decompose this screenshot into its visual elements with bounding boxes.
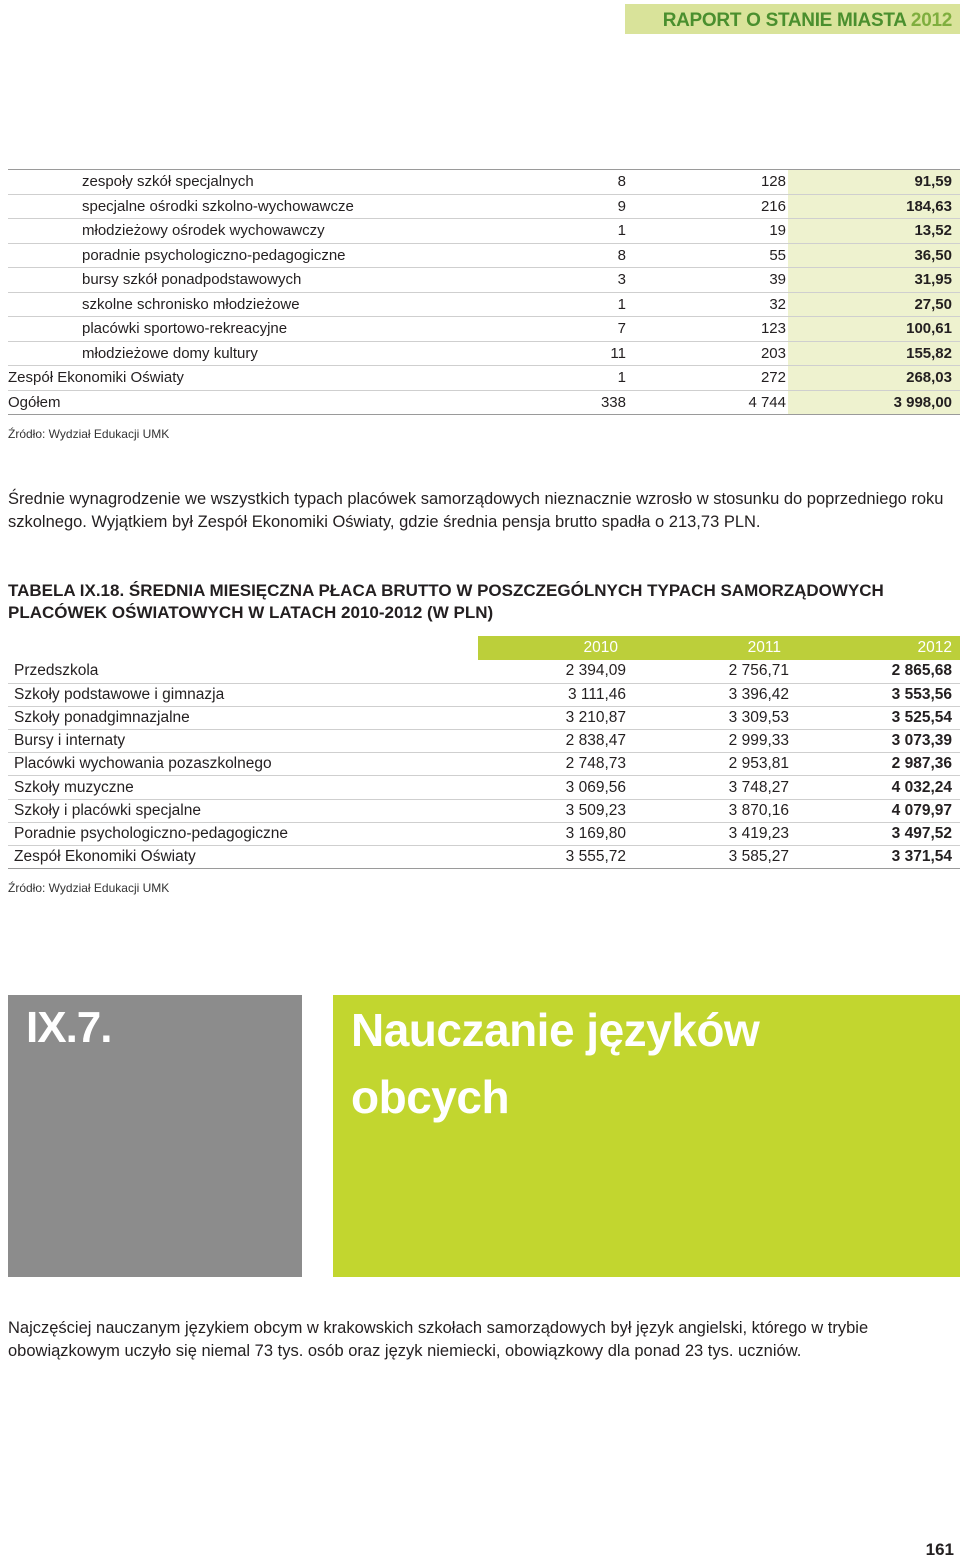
salary-2011: 3 396,42	[626, 683, 789, 706]
row-name: Ogółem	[8, 390, 480, 415]
salary-2010: 2 838,47	[478, 730, 626, 753]
salary-2010: 3 069,56	[478, 776, 626, 799]
salary-2012: 3 073,39	[789, 730, 960, 753]
teacher-count-table	[8, 169, 960, 415]
staff-count: 272	[626, 366, 788, 391]
languages-paragraph: Najczęściej nauczanym językiem obcym w krakowskich szkołach samorządowych był język angielski, którego w trybie obowiązkowym uczyło się niemal 73 tys. osób oraz język niemiecki, obowiązkowy dla ponad 23 tys. uczniów.	[8, 1319, 869, 1360]
school-type: Zespół Ekonomiki Oświaty	[8, 846, 478, 869]
staff-count: 4 744	[626, 390, 788, 415]
row-name: młodzieżowe domy kultury	[8, 341, 480, 366]
table-row	[8, 799, 960, 822]
units-count: 3	[480, 268, 626, 293]
salary-2011: 3 748,27	[626, 776, 789, 799]
staff-count: 203	[626, 341, 788, 366]
salary-2011: 3 419,23	[626, 822, 789, 845]
table-row	[8, 776, 960, 799]
table-row	[8, 170, 960, 195]
salary-2010: 3 111,46	[478, 683, 626, 706]
units-count: 8	[480, 243, 626, 268]
school-type: Bursy i internaty	[8, 730, 478, 753]
salary-2010: 3 509,23	[478, 799, 626, 822]
table-row	[8, 390, 960, 415]
fte-value: 3 998,00	[788, 390, 960, 415]
header-year-2010: 2010	[478, 636, 626, 660]
salary-2010: 2 394,09	[478, 660, 626, 683]
section-title-line2: obcych	[351, 1071, 510, 1123]
salary-2010: 2 748,73	[478, 753, 626, 776]
salary-2010: 3 210,87	[478, 706, 626, 729]
staff-count: 39	[626, 268, 788, 293]
table-row	[8, 660, 960, 683]
salary-2012: 3 497,52	[789, 822, 960, 845]
salary-2011: 2 999,33	[626, 730, 789, 753]
fte-value: 155,82	[788, 341, 960, 366]
units-count: 1	[480, 366, 626, 391]
salary-2012: 2 987,36	[789, 753, 960, 776]
row-name: placówki sportowo-rekreacyjne	[8, 317, 480, 342]
salary-2011: 3 870,16	[626, 799, 789, 822]
row-name: szkolne schronisko młodzieżowe	[8, 292, 480, 317]
units-count: 338	[480, 390, 626, 415]
section-title-block	[333, 995, 960, 1277]
school-type: Placówki wychowania pozaszkolnego	[8, 753, 478, 776]
salary-2011: 3 585,27	[626, 846, 789, 869]
row-name: specjalne ośrodki szkolno-wychowawcze	[8, 194, 480, 219]
header-year-2011: 2011	[626, 636, 789, 660]
table-row	[8, 292, 960, 317]
staff-count: 128	[626, 170, 788, 195]
table-row	[8, 683, 960, 706]
school-type: Przedszkola	[8, 660, 478, 683]
table-row	[8, 194, 960, 219]
table-row	[8, 846, 960, 869]
school-type: Poradnie psychologiczno-pedagogiczne	[8, 822, 478, 845]
table-row	[8, 822, 960, 845]
units-count: 1	[480, 292, 626, 317]
header-empty-cell	[8, 636, 478, 660]
salary-table	[8, 636, 960, 869]
table-row	[8, 317, 960, 342]
row-name: poradnie psychologiczno-pedagogiczne	[8, 243, 480, 268]
fte-value: 268,03	[788, 366, 960, 391]
salary-table-header	[8, 636, 960, 660]
row-name: Zespół Ekonomiki Oświaty	[8, 366, 480, 391]
salary-paragraph: Średnie wynagrodzenie we wszystkich typach placówek samorządowych nieznacznie wzrosło w stosunku do poprzedniego roku szkolnego. Wyjątkiem był Zespół Ekonomiki Oświaty, gdzie średnia pensja brutto spadła o 213,73 PLN.	[8, 490, 944, 531]
table-row	[8, 753, 960, 776]
salary-2010: 3 169,80	[478, 822, 626, 845]
school-type: Szkoły i placówki specjalne	[8, 799, 478, 822]
report-year: 2012	[910, 10, 952, 31]
fte-value: 100,61	[788, 317, 960, 342]
fte-value: 184,63	[788, 194, 960, 219]
table-row	[8, 243, 960, 268]
fte-value: 31,95	[788, 268, 960, 293]
salary-2011: 2 953,81	[626, 753, 789, 776]
fte-value: 27,50	[788, 292, 960, 317]
salary-2012: 3 371,54	[789, 846, 960, 869]
salary-2012: 2 865,68	[789, 660, 960, 683]
table2-title	[8, 580, 960, 624]
school-type: Szkoły muzyczne	[8, 776, 478, 799]
units-count: 8	[480, 170, 626, 195]
table2-source: Źródło: Wydział Edukacji UMK	[8, 881, 170, 895]
salary-2011: 2 756,71	[626, 660, 789, 683]
report-title-text: RAPORT O STANIE MIASTA	[662, 10, 906, 31]
staff-count: 123	[626, 317, 788, 342]
page-number: 161	[925, 1540, 954, 1559]
table2-title-line2: PLACÓWEK OŚWIATOWYCH W LATACH 2010-2012 (W PLN)	[8, 603, 494, 622]
report-title	[663, 10, 952, 32]
units-count: 1	[480, 219, 626, 244]
salary-2012: 4 032,24	[789, 776, 960, 799]
fte-value: 91,59	[788, 170, 960, 195]
header-year-2012: 2012	[789, 636, 960, 660]
table-row	[8, 730, 960, 753]
table-row	[8, 219, 960, 244]
fte-value: 13,52	[788, 219, 960, 244]
staff-count: 32	[626, 292, 788, 317]
section-title-line1: Nauczanie języków	[351, 1004, 760, 1056]
table2-title-line1: TABELA IX.18. ŚREDNIA MIESIĘCZNA PŁACA BRUTTO W POSZCZEGÓLNYCH TYPACH SAMORZĄDOWYCH	[8, 581, 884, 600]
salary-2011: 3 309,53	[626, 706, 789, 729]
units-count: 7	[480, 317, 626, 342]
table-row	[8, 706, 960, 729]
staff-count: 216	[626, 194, 788, 219]
row-name: bursy szkół ponadpodstawowych	[8, 268, 480, 293]
section-number: IX.7.	[26, 1003, 112, 1052]
section-title	[351, 997, 759, 1131]
staff-count: 55	[626, 243, 788, 268]
salary-2012: 3 553,56	[789, 683, 960, 706]
salary-2012: 3 525,54	[789, 706, 960, 729]
table-row	[8, 268, 960, 293]
fte-value: 36,50	[788, 243, 960, 268]
salary-2012: 4 079,97	[789, 799, 960, 822]
header-band	[625, 4, 960, 34]
staff-count: 19	[626, 219, 788, 244]
units-count: 11	[480, 341, 626, 366]
units-count: 9	[480, 194, 626, 219]
section-number-block	[8, 995, 302, 1277]
row-name: zespoły szkół specjalnych	[8, 170, 480, 195]
table-row	[8, 366, 960, 391]
table-row	[8, 341, 960, 366]
salary-2010: 3 555,72	[478, 846, 626, 869]
school-type: Szkoły ponadgimnazjalne	[8, 706, 478, 729]
row-name: młodzieżowy ośrodek wychowawczy	[8, 219, 480, 244]
school-type: Szkoły podstawowe i gimnazja	[8, 683, 478, 706]
table1-source: Źródło: Wydział Edukacji UMK	[8, 427, 170, 441]
